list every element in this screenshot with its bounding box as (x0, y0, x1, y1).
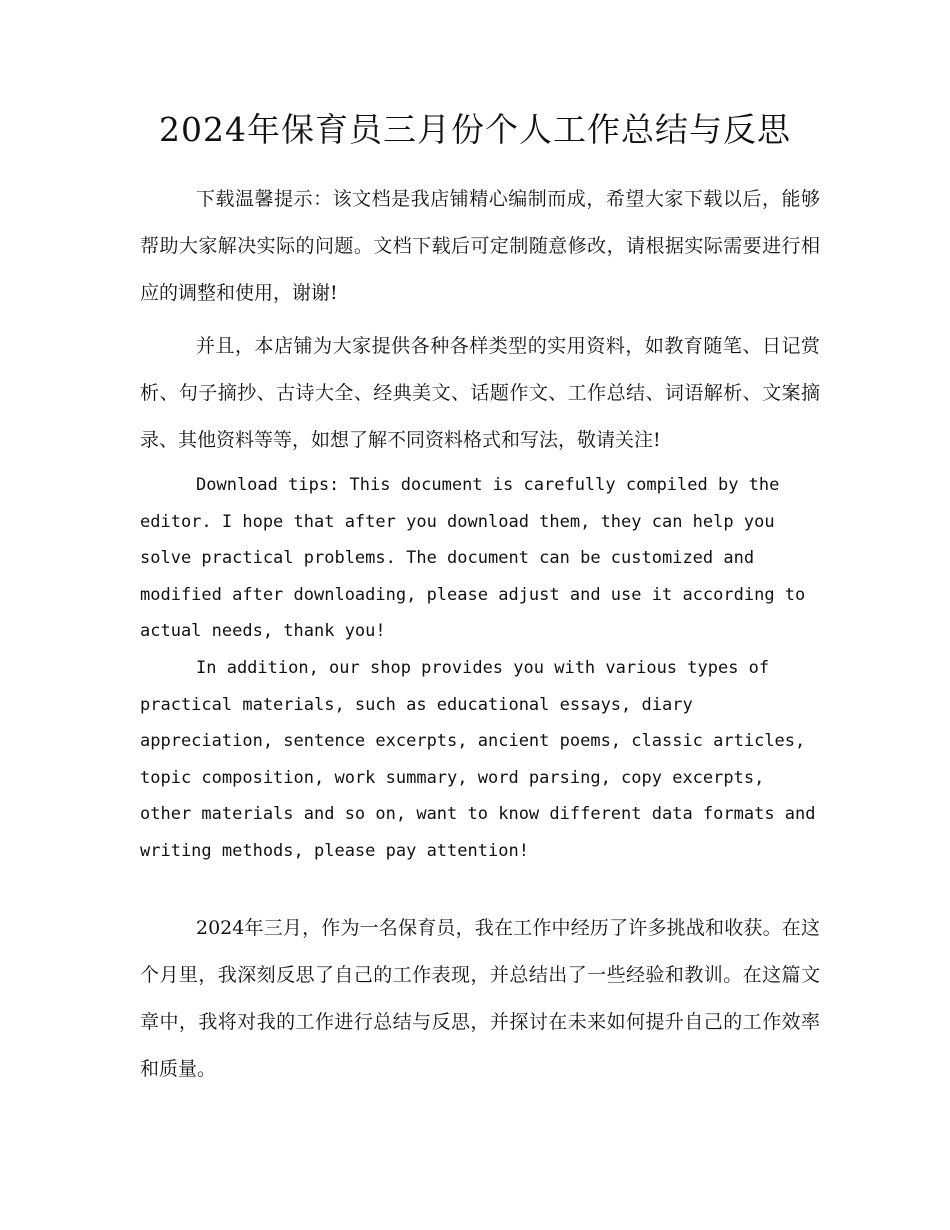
intro-paragraph: 2024年三月，作为一名保育员，我在工作中经历了许多挑战和收获。在这个月里，我深刻反思了自己的工作表现，并总结出了一些经验和教训。在这篇文章中，我将对我的工作进行总结与反思，并探讨在未来如何提升自己的工作效率和质量。 (140, 917, 820, 1080)
download-notice-cn: 下载温馨提示：该文档是我店铺精心编制而成，希望大家下载以后，能够帮助大家解决实际的问题。文档下载后可定制随意修改，请根据实际需要进行相应的调整和使用，谢谢! (140, 188, 820, 304)
download-notice-en: Download tips: This document is carefully compiled by the editor. I hope that after you download them, they can help you solve practical problems. The document can be customized and modified after downloading, please adjust and use it according to actual needs, thank you! (140, 475, 806, 642)
materials-notice-en: In addition, our shop provides you with various types of practical materials, such as educational essays, diary appreciation, sentence excerpts, ancient poems, classic articles, topic composition, work summary, word parsing, copy excerpts, other materials and so on, want to know different data formats and writing methods, please pay attention! (140, 658, 816, 861)
page-title: 2024年保育员三月份个人工作总结与反思 (159, 110, 791, 149)
materials-notice-cn: 并且，本店铺为大家提供各种各样类型的实用资料，如教育随笔、日记赏析、句子摘抄、古诗大全、经典美文、话题作文、工作总结、词语解析、文案摘录、其他资料等等，如想了解不同资料格式和写法，敬请关注! (140, 335, 820, 451)
